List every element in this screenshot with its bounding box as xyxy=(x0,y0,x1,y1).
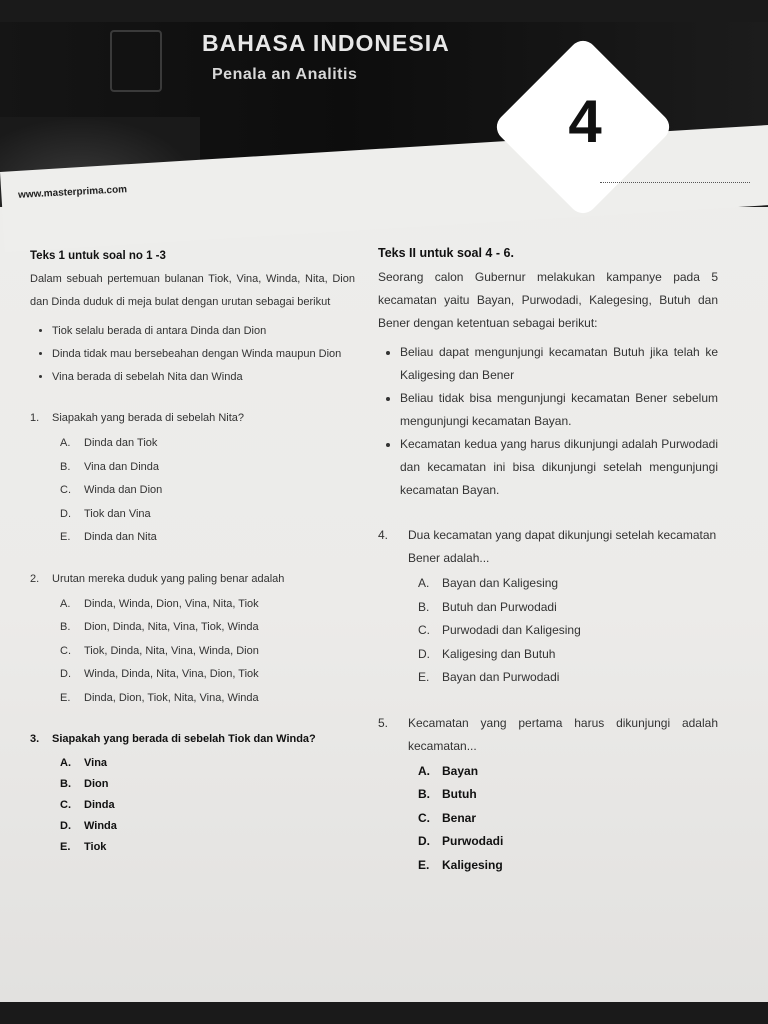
answer-options xyxy=(378,760,718,878)
answer-option[interactable]: A. Vina xyxy=(60,757,108,769)
answer-option[interactable]: E. Dinda dan Nita xyxy=(60,531,157,543)
answer-option[interactable]: C. Winda dan Dion xyxy=(60,484,163,496)
answer-option[interactable]: A. Dinda dan Tiok xyxy=(60,437,158,449)
text-2-intro: Seorang calon Gubernur melakukan kampanye pada 5 kecamatan yaitu Bayan, Purwodadi, Kalegesing, Butuh dan Bener dengan ketentuan sebagai berikut: xyxy=(378,270,718,330)
condition-item: • Beliau dapat mengunjungi kecamatan Butuh jika telah ke Kaligesing dan Bener xyxy=(400,341,718,387)
question-number: 5. xyxy=(378,715,389,730)
answer-option[interactable]: C. Tiok, Dinda, Nita, Vina, Winda, Dion xyxy=(60,644,259,657)
logo-frame xyxy=(110,30,162,92)
condition-item: • Tiok selalu berada di antara Dinda dan Dion xyxy=(52,320,355,343)
answer-options xyxy=(378,572,718,690)
divider xyxy=(600,182,750,183)
answer-option[interactable]: D. Winda xyxy=(60,820,117,832)
answer-option[interactable]: E. Bayan dan Purwodadi xyxy=(418,670,560,684)
question-number: 3. xyxy=(30,733,40,745)
text-1-conditions xyxy=(30,320,355,389)
worksheet-page xyxy=(0,22,768,1002)
condition-item: • Kecamatan kedua yang harus dikunjungi adalah Purwodadi dan kecamatan ini bisa dikunjungi setelah mengunjungi kecamatan Bayan. xyxy=(400,433,718,502)
question-text: Urutan mereka duduk yang paling benar adalah xyxy=(52,572,285,585)
page-number: 4 xyxy=(568,88,602,155)
answer-option[interactable]: B. Dion, Dinda, Nita, Vina, Tiok, Winda xyxy=(60,621,259,633)
answer-option[interactable]: E. Kaligesing xyxy=(418,857,503,872)
question-1 xyxy=(30,407,355,550)
condition-item: • Beliau tidak bisa mengunjungi kecamatan Bener sebelum mengunjungi kecamatan Bayan. xyxy=(400,387,718,433)
question-number: 4. xyxy=(378,528,389,542)
answer-option[interactable]: D. Winda, Dinda, Nita, Vina, Dion, Tiok xyxy=(60,668,259,680)
answer-option[interactable]: B. Dion xyxy=(60,778,109,790)
question-2 xyxy=(30,568,355,711)
subject-title: BAHASA INDONESIA xyxy=(202,30,450,56)
text-2-conditions xyxy=(378,341,718,502)
condition-item: • Dinda tidak mau bersebeahan dengan Winda maupun Dion xyxy=(52,343,355,366)
topic-subtitle: Penala an Analitis xyxy=(212,66,358,83)
answer-option[interactable]: B. Butuh xyxy=(418,787,477,801)
answer-option[interactable]: C. Dinda xyxy=(60,799,115,811)
question-text: Kecamatan yang pertama harus dikunjungi adalah kecamatan... xyxy=(408,715,718,753)
answer-option[interactable]: D. Tiok dan Vina xyxy=(60,507,151,520)
answer-option[interactable]: D. Kaligesing dan Butuh xyxy=(418,646,556,661)
question-3 xyxy=(30,728,355,858)
answer-option[interactable]: E. Tiok xyxy=(60,841,107,853)
answer-option[interactable]: D. Purwodadi xyxy=(418,834,504,848)
question-text: Siapakah yang berada di sebelah Nita? xyxy=(52,412,245,424)
question-text: Dua kecamatan yang dapat dikunjungi setelah kecamatan Bener adalah... xyxy=(408,528,717,565)
website-url: www.masterprima.com xyxy=(17,184,128,201)
text-2-heading: Teks II untuk soal 4 - 6. xyxy=(378,246,514,260)
question-text: Siapakah yang berada di sebelah Tiok dan Winda? xyxy=(52,733,316,745)
answer-option[interactable]: E. Dinda, Dion, Tiok, Nita, Vina, Winda xyxy=(60,691,259,704)
question-5 xyxy=(378,712,718,878)
text-1-heading: Teks 1 untuk soal no 1 -3 xyxy=(30,250,166,262)
question-number: 2. xyxy=(30,572,40,585)
answer-option[interactable]: A. Dinda, Winda, Dion, Vina, Nita, Tiok xyxy=(60,597,259,610)
answer-option[interactable]: B. Vina dan Dinda xyxy=(60,460,160,473)
answer-option[interactable]: C. Benar xyxy=(418,810,477,825)
answer-option[interactable]: A. Bayan xyxy=(418,763,479,778)
answer-options xyxy=(30,432,355,550)
answer-options xyxy=(30,593,355,711)
answer-options xyxy=(30,753,355,858)
condition-item: • Vina berada di sebelah Nita dan Winda xyxy=(52,366,355,389)
question-4 xyxy=(378,524,718,690)
question-number: 1. xyxy=(30,412,40,424)
left-column xyxy=(30,250,355,858)
text-1-intro: Dalam sebuah pertemuan bulanan Tiok, Vina, Winda, Nita, Dion dan Dinda duduk di meja bulat dengan urutan sebagai berikut xyxy=(30,273,355,308)
answer-option[interactable]: B. Butuh dan Purwodadi xyxy=(418,599,557,614)
right-column xyxy=(378,246,718,877)
answer-option[interactable]: C. Purwodadi dan Kaligesing xyxy=(418,623,581,637)
answer-option[interactable]: A. Bayan dan Kaligesing xyxy=(418,576,559,590)
